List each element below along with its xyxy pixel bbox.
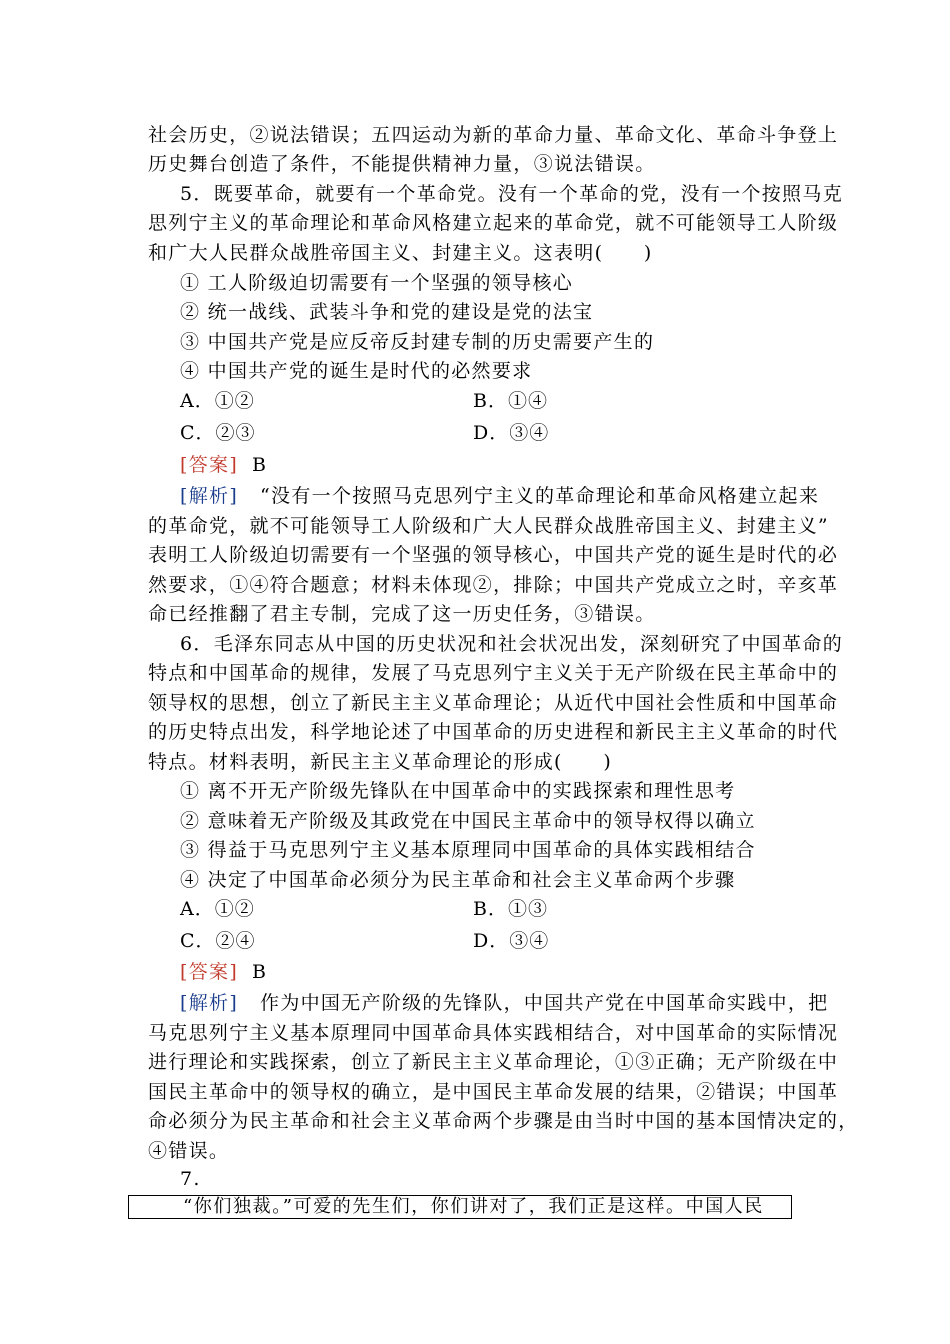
q6-stem-line: 领导权的思想，创立了新民主主义革命理论；从近代中国社会性质和中国革命 bbox=[148, 692, 839, 714]
q6-analysis-line: 国民主革命中的领导权的确立，是中国民主革命发展的结果，②错误；中国革 bbox=[148, 1081, 839, 1103]
q5-item: ③ 中国共产党是应反帝反封建专制的历史需要产生的 bbox=[180, 331, 655, 353]
q5-item: ④ 中国共产党的诞生是时代的必然要求 bbox=[180, 360, 533, 382]
q6-analysis-line bbox=[180, 989, 828, 1017]
q6-item: ① 离不开无产阶级先锋队在中国革命中的实践探索和理性思考 bbox=[180, 780, 736, 802]
analysis-tag: [解析] bbox=[180, 485, 239, 507]
answer-value: B bbox=[252, 961, 268, 983]
text-line: 社会历史，②说法错误；五四运动为新的革命力量、革命文化、革命斗争登上 bbox=[148, 124, 839, 146]
q5-analysis-line: 表明工人阶级迫切需要有一个坚强的领导核心，中国共产党的诞生是时代的必 bbox=[148, 544, 839, 566]
q6-analysis-line: 马克思列宁主义基本原理同中国革命具体实践相结合，对中国革命的实际情况 bbox=[148, 1022, 839, 1044]
q5-item: ② 统一战线、武装斗争和党的建设是党的法宝 bbox=[180, 301, 594, 323]
analysis-tag: [解析] bbox=[180, 992, 239, 1014]
answer-tag: [答案] bbox=[180, 961, 239, 983]
text-line: 历史舞台创造了条件，不能提供精神力量，③说法错误。 bbox=[148, 153, 656, 175]
q6-stem-line: 6．毛泽东同志从中国的历史状况和社会状况出发，深刻研究了中国革命的 bbox=[180, 633, 843, 655]
q5-option-c: C．②③ bbox=[180, 422, 256, 444]
q5-analysis-line: 然要求，①④符合题意；材料未体现②，排除；中国共产党成立之时，辛亥革 bbox=[148, 574, 839, 596]
q6-analysis-line: ④错误。 bbox=[148, 1140, 230, 1162]
q5-analysis-line bbox=[180, 482, 819, 510]
q6-analysis-line: 命必须分为民主革命和社会主义革命两个步骤是由当时中国的基本国情决定的， bbox=[148, 1110, 859, 1132]
q6-option-c: C．②④ bbox=[180, 930, 256, 952]
q6-option-a: A．①② bbox=[180, 898, 255, 920]
q7-quote-box bbox=[128, 1195, 792, 1219]
q6-option-b: B．①③ bbox=[473, 898, 548, 920]
q5-option-a: A．①② bbox=[180, 390, 255, 412]
q7-quote-text: “你们独裁。”可爱的先生们，你们讲对了，我们正是这样。中国人民 bbox=[183, 1196, 765, 1217]
q6-stem-line: 特点和中国革命的规律，发展了马克思列宁主义关于无产阶级在民主革命中的 bbox=[148, 662, 839, 684]
q6-item: ② 意味着无产阶级及其政党在中国民主革命中的领导权得以确立 bbox=[180, 810, 756, 832]
q5-stem-line: 5．既要革命，就要有一个革命党。没有一个革命的党，没有一个按照马克 bbox=[180, 183, 843, 205]
q7-number: 7. bbox=[180, 1168, 201, 1190]
q5-analysis-line: 命已经推翻了君主专制，完成了这一历史任务，③错误。 bbox=[148, 603, 656, 625]
q6-item: ④ 决定了中国革命必须分为民主革命和社会主义革命两个步骤 bbox=[180, 869, 736, 891]
q6-item: ③ 得益于马克思列宁主义基本原理同中国革命的具体实践相结合 bbox=[180, 839, 756, 861]
q5-option-b: B．①④ bbox=[473, 390, 548, 412]
q6-answer bbox=[180, 958, 267, 986]
analysis-text: 作为中国无产阶级的先锋队，中国共产党在中国革命实践中，把 bbox=[260, 992, 829, 1014]
q6-option-d: D．③④ bbox=[473, 930, 550, 952]
q5-item: ① 工人阶级迫切需要有一个坚强的领导核心 bbox=[180, 272, 574, 294]
q5-answer bbox=[180, 451, 267, 479]
q6-analysis-line: 进行理论和实践探索，创立了新民主主义革命理论，①③正确；无产阶级在中 bbox=[148, 1051, 839, 1073]
q6-stem-line: 的历史特点出发，科学地论述了中国革命的历史进程和新民主主义革命的时代 bbox=[148, 721, 839, 743]
analysis-text: “没有一个按照马克思列宁主义的革命理论和革命风格建立起来 bbox=[260, 485, 820, 507]
q5-stem-line: 思列宁主义的革命理论和革命风格建立起来的革命党，就不可能领导工人阶级 bbox=[148, 212, 839, 234]
q5-analysis-line: 的革命党，就不可能领导工人阶级和广大人民群众战胜帝国主义、封建主义” bbox=[148, 515, 829, 537]
q5-option-d: D．③④ bbox=[473, 422, 550, 444]
q6-stem-line: 特点。材料表明，新民主主义革命理论的形成( ) bbox=[148, 751, 613, 773]
q5-stem-line: 和广大人民群众战胜帝国主义、封建主义。这表明( ) bbox=[148, 242, 653, 264]
answer-tag: [答案] bbox=[180, 454, 239, 476]
answer-value: B bbox=[252, 454, 268, 476]
